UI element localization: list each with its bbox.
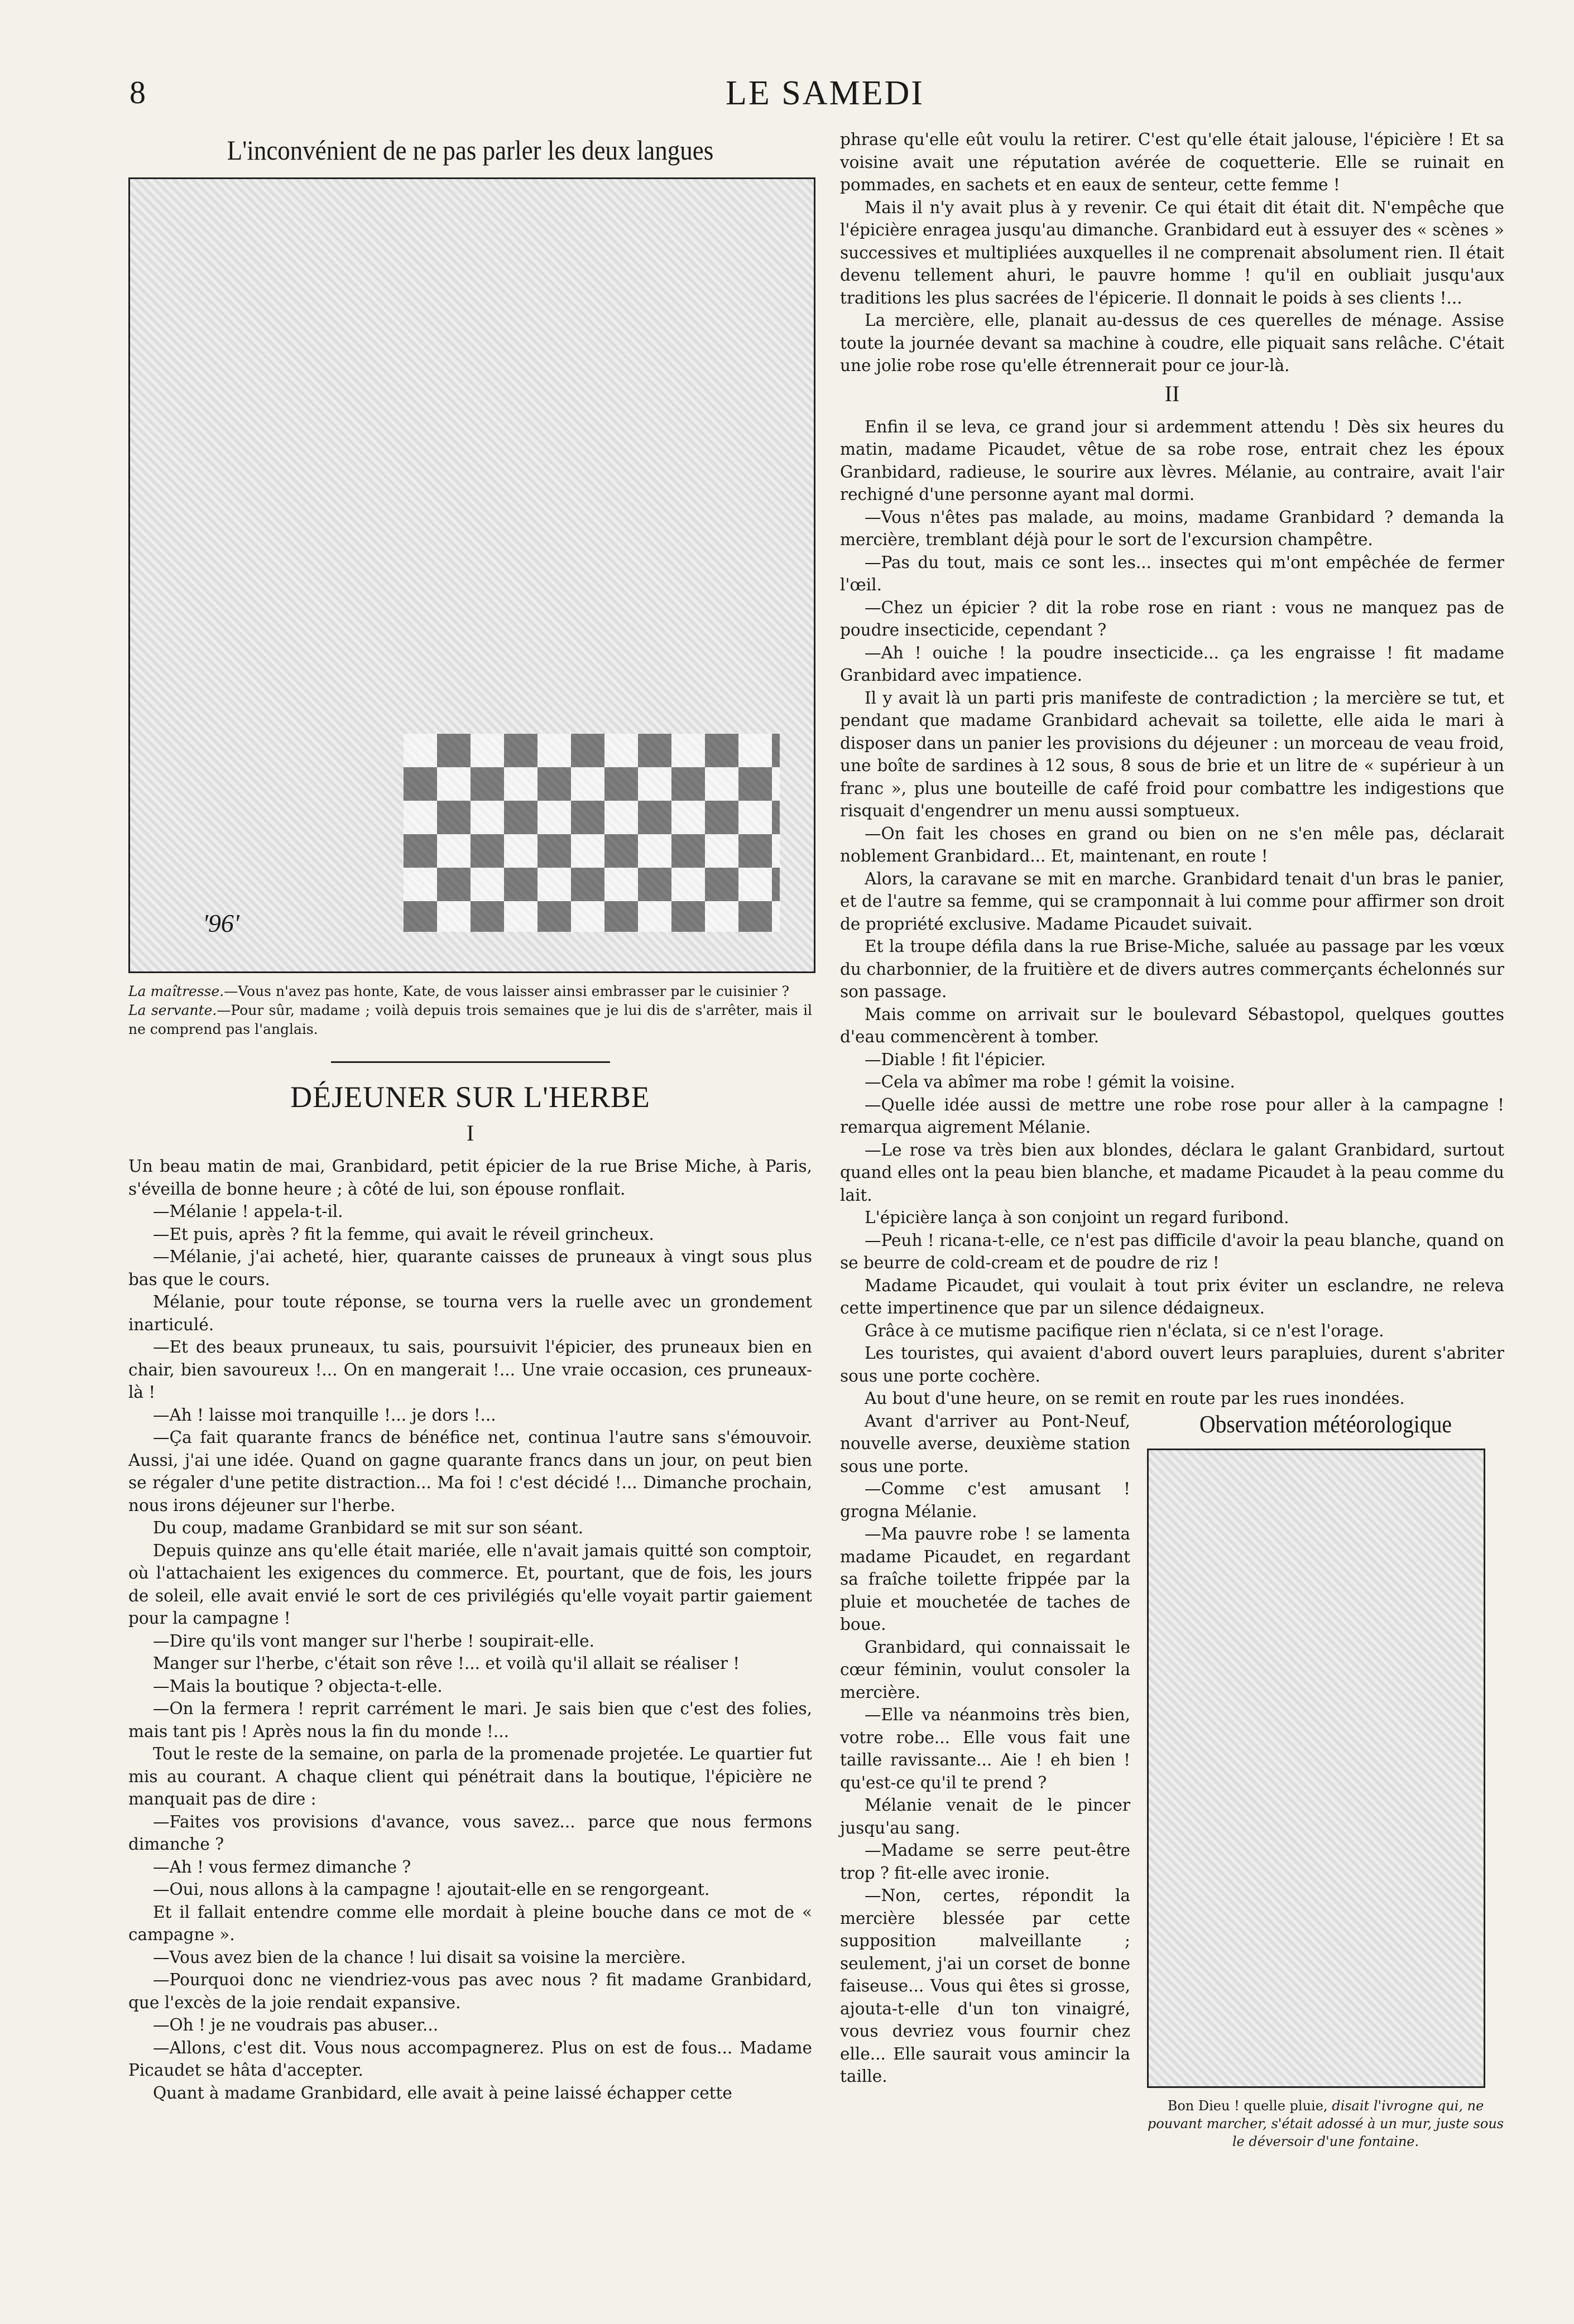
article-paragraph: Grâce à ce mutisme pacifique rien n'éclata, si ce n'est l'orage. (865, 1321, 1384, 1340)
article-paragraph: —Mais la boutique ? objecta-t-elle. (153, 1676, 443, 1696)
article-paragraph: —Elle va néanmoins très bien, votre robe... Elle vous fait une taille ravissante... Aie ! eh bien ! qu'est-ce qu'il te prend ? (840, 1705, 1130, 1792)
article-paragraph: —Non, certes, répondit la mercière blessée par cette supposition malveillante ; seulement, j'ai un corset de bonne faiseuse... Vous qui êtes si grosse, ajouta-t-elle d'un ton vinaigré, vous devriez vous fournir chez elle... Elle saurait vous amincir la taille. (840, 1886, 1130, 2086)
article-paragraph: Depuis quinze ans qu'elle était mariée, elle n'avait jamais quitté son comptoir, où l'attachaient les exigences du commerce. Et, pourtant, que de fois, les jours de soleil, elle avait envié le sort de ces privilégiés qu'elle voyait partir gaiement pour la campagne ! (128, 1541, 812, 1628)
page-number: 8 (129, 74, 146, 110)
part-one-heading: I (466, 1120, 474, 1146)
article-paragraph: Mais comme on arrivait sur le boulevard Sébastopol, quelques gouttes d'eau commencèrent à tomber. (840, 1004, 1504, 1046)
article-paragraph: Mais il n'y avait plus à y revenir. Ce qui était dit était dit. N'empêche que l'épicière enragea jusqu'au dimanche. Granbidard eut à essuyer des « scènes » successives et multipliées auxquelles il ne comprenait absolument rien. Il était devenu tellement ahuri, le pauvre homme ! qu'il en oubliait jusqu'aux traditions les plus sacrées de l'épicerie. Il donnait le poids à ses clients !... (840, 198, 1504, 307)
article-paragraph: —Ma pauvre robe ! se lamenta madame Picaudet, en regardant sa fraîche toilette frippée par la pluie et mouchetée de taches de boue. (840, 1524, 1130, 1634)
left-article-body (128, 1155, 812, 2104)
article-paragraph: Et il fallait entendre comme elle mordait à pleine bouche dans ce mot de « campagne ». (128, 1902, 812, 1944)
wrap-zone (840, 1410, 1504, 2149)
article-paragraph: Granbidard, qui connaissait le cœur féminin, voulut consoler la mercière. (840, 1637, 1130, 1702)
article-paragraph: Et la troupe défila dans la rue Brise-Miche, saluée au passage par les vœux du charbonnier, de la fruitière et de divers autres commerçants échelonnés sur son passage. (840, 937, 1504, 1001)
article-paragraph: Madame Picaudet, qui voulait à tout prix éviter un esclandre, ne releva cette impertinence que par un silence dédaigneux. (840, 1276, 1504, 1317)
article-paragraph: —Cela va abîmer ma robe ! gémit la voisine. (865, 1072, 1235, 1091)
caption-text-2: —Pour sûr, madame ; voilà depuis trois semaines que je lui dis de s'arrêter, mais il ne comprend pas l'anglais. (128, 1002, 813, 1037)
article-paragraph: —On fait les choses en grand ou bien on ne s'en mêle pas, déclarait noblement Granbidard... Et, maintenant, en route ! (840, 824, 1504, 865)
article-paragraph: —Ah ! ouiche ! la poudre insecticide... ça les engraisse ! fit madame Granbidard avec impatience. (840, 643, 1504, 685)
article-paragraph: Mélanie venait de le pincer jusqu'au sang. (840, 1796, 1130, 1837)
article-paragraph: —Pas du tout, mais ce sont les... insectes qui m'ont empêchée de fermer l'œil. (840, 552, 1504, 594)
article-paragraph: Quant à madame Granbidard, elle avait à peine laissé échapper cette (153, 2083, 732, 2102)
article-paragraph: Mélanie, pour toute réponse, se tourna vers la ruelle avec un grondement inarticulé. (128, 1292, 812, 1334)
article-paragraph: —Oh ! je ne voudrais pas abuser... (153, 2015, 439, 2034)
article-paragraph: Enfin il se leva, ce grand jour si ardemment attendu ! Dès six heures du matin, madame Picaudet, vêtue de sa robe rose, entrait chez les époux Granbidard, radieuse, le sourire aux lèvres. Mélanie, au contraire, avait l'air rechigné d'une personne ayant mal dormi. (840, 417, 1504, 504)
article-title: DÉJEUNER SUR L'HERBE (290, 1080, 650, 1114)
article-paragraph: Manger sur l'herbe, c'était son rêve !... et voilà qu'il allait se réaliser ! (153, 1654, 740, 1673)
article-paragraph: —Madame se serre peut-être trop ? fit-elle avec ironie. (840, 1841, 1130, 1883)
article-paragraph: —Chez un épicier ? dit la robe rose en riant : vous ne manquez pas de poudre insecticide, cependant ? (840, 598, 1504, 639)
article-paragraph: —Ah ! vous fermez dimanche ? (153, 1857, 411, 1876)
kitchen-engraving-image (128, 177, 815, 973)
article-paragraph: Avant d'arriver au Pont-Neuf, nouvelle averse, deuxième station sous une porte. (840, 1411, 1130, 1476)
caption-speaker-2: La servante. (128, 1002, 217, 1018)
article-paragraph: —Peuh ! ricana-t-elle, ce n'est pas difficile d'avoir la peau blanche, quand on se beurre de cold-cream et de poudre de riz ! (840, 1230, 1504, 1272)
artist-signature: '96' (203, 909, 239, 937)
article-paragraph: Du coup, madame Granbidard se mit sur son séant. (153, 1518, 584, 1537)
right-article-body-mid (840, 416, 1504, 1410)
article-paragraph: —Oui, nous allons à la campagne ! ajoutait-elle en se rengorgeant. (153, 1880, 710, 1899)
part-two-heading: II (1164, 381, 1180, 406)
article-paragraph: —Allons, c'est dit. Vous nous accompagnerez. Plus on est de fous... Madame Picaudet se hâta d'accepter. (128, 2038, 812, 2080)
article-paragraph: L'épicière lança à son conjoint un regard furibond. (865, 1208, 1289, 1227)
illustration2-title: Observation météorologique (1199, 1410, 1452, 1438)
article-paragraph: Alors, la caravane se mit en marche. Granbidard tenait d'un bras le panier, et de l'autre sa femme, qui se cramponnait à lui comme pour affirmer son droit de propriété exclusive. Madame Picaudet suivait. (840, 869, 1504, 934)
illustration2-caption (1147, 2097, 1504, 2150)
article-paragraph: —Ah ! laisse moi tranquille !... je dors !... (153, 1405, 496, 1425)
article-paragraph: —Diable ! fit l'épicier. (865, 1050, 1046, 1069)
caption-speaker-1: La maîtresse. (128, 983, 224, 999)
illustration1-caption (128, 982, 812, 1039)
article-paragraph: La mercière, elle, planait au-dessus de ces querelles de ménage. Assise toute la journée devant sa machine à coudre, elle piquait sans relâche. C'était une jolie robe rose qu'elle étrennerait pour ce jour-là. (840, 311, 1504, 375)
article-paragraph: Tout le reste de la semaine, on parla de la promenade projetée. Le quartier fut mis au courant. A chaque client qui pénétrait dans la boutique, l'épicière ne manquait pas de dire : (128, 1744, 812, 1808)
caption2-plain: Bon Dieu ! quelle pluie, (1167, 2097, 1328, 2114)
article-paragraph: —Ça fait quarante francs de bénéfice net, continua l'autre sans s'émouvoir. Aussi, j'ai une idée. Quand on gagne quarante francs dans un jour, on peut bien se régaler d'une petite distraction... Ma foi ! c'est décidé !... Dimanche prochain, nous irons déjeuner sur l'herbe. (128, 1428, 812, 1515)
drunkard-engraving-image (1147, 1449, 1485, 2088)
illustration1-title: L'inconvénient de ne pas parler les deux langues (227, 134, 714, 166)
caption2-italic: disait l'ivrogne qui, ne pouvant marcher, s'était adossé à un mur, juste sous le déversoir d'une fontaine. (1147, 2097, 1504, 2149)
article-paragraph: Un beau matin de mai, Granbidard, petit épicier de la rue Brise Miche, à Paris, s'éveilla de bonne heure ; à côté de lui, son épouse ronflait. (128, 1157, 812, 1199)
article-paragraph: —Vous avez bien de la chance ! lui disait sa voisine la mercière. (153, 1947, 686, 1967)
right-column (840, 128, 1504, 2150)
article-paragraph: —Et des beaux pruneaux, tu sais, poursuivit l'épicier, des pruneaux bien en chair, bien savoureux !... On en mangerait !... Une vraie occasion, ces pruneaux-là ! (128, 1337, 812, 1402)
article-paragraph: —Pourquoi donc ne viendriez-vous pas avec nous ? fit madame Granbidard, que l'excès de la joie rendait expansive. (128, 1970, 812, 2012)
article-paragraph: phrase qu'elle eût voulu la retirer. C'est qu'elle était jalouse, l'épicière ! Et sa voisine avait une réputation avérée de coquetterie. Elle se ruinait en pommades, en sachets et en eaux de senteur, cette femme ! (840, 130, 1504, 194)
article-paragraph: —Mélanie ! appela-t-il. (153, 1202, 343, 1221)
caption-text-1: —Vous n'avez pas honte, Kate, de vous laisser ainsi embrasser par le cuisinier ? (224, 983, 790, 999)
weather-illustration (1147, 1410, 1504, 2150)
tiled-floor (404, 734, 780, 932)
article-paragraph: —Faites vos provisions d'avance, vous savez... parce que nous fermons dimanche ? (128, 1812, 812, 1854)
article-paragraph: —Quelle idée aussi de mettre une robe rose pour aller à la campagne ! remarqua aigrement Mélanie. (840, 1095, 1504, 1137)
article-paragraph: —Le rose va très bien aux blondes, déclara le galant Granbidard, surtout quand elles ont la peau bien blanche, et madame Picaudet à la peau comme du lait. (840, 1140, 1504, 1205)
journal-title: LE SAMEDI (726, 74, 924, 112)
right-article-body-top (840, 128, 1504, 377)
article-paragraph: —On la fermera ! reprit carrément le mari. Je sais bien que c'est des folies, mais tant pis ! Après nous la fin du monde !... (128, 1699, 812, 1741)
article-paragraph: —Vous n'êtes pas malade, au moins, madame Granbidard ? demanda la mercière, tremblant déjà pour le sort de l'excursion champêtre. (840, 507, 1504, 549)
article-paragraph: —Comme c'est amusant ! grogna Mélanie. (840, 1479, 1130, 1521)
article-paragraph: —Et puis, après ? fit la femme, qui avait le réveil grincheux. (153, 1224, 654, 1244)
article-paragraph: Il y avait là un parti pris manifeste de contradiction ; la mercière se tut, et pendant que madame Granbidard achevait sa toilette, elle aida le mari à disposer dans un panier les provisions du déjeuner : un morceau de veau froid, une boîte de sardines à 12 sous, 8 sous de brie et un litre de « supérieur à un franc », plus une bouteille de café froid pour combattre les indigestions que risquait d'engendrer un menu aussi somptueux. (840, 688, 1504, 820)
section-divider (331, 1061, 610, 1063)
article-paragraph: —Mélanie, j'ai acheté, hier, quarante caisses de pruneaux à vingt sous plus bas que le cours. (128, 1247, 812, 1289)
article-paragraph: Les touristes, qui avaient d'abord ouvert leurs parapluies, durent s'abriter sous une porte cochère. (840, 1344, 1504, 1385)
article-paragraph: Au bout d'une heure, on se remit en route par les rues inondées. (865, 1389, 1405, 1408)
article-paragraph: —Dire qu'ils vont manger sur l'herbe ! soupirait-elle. (153, 1631, 594, 1651)
left-column (128, 134, 812, 2104)
